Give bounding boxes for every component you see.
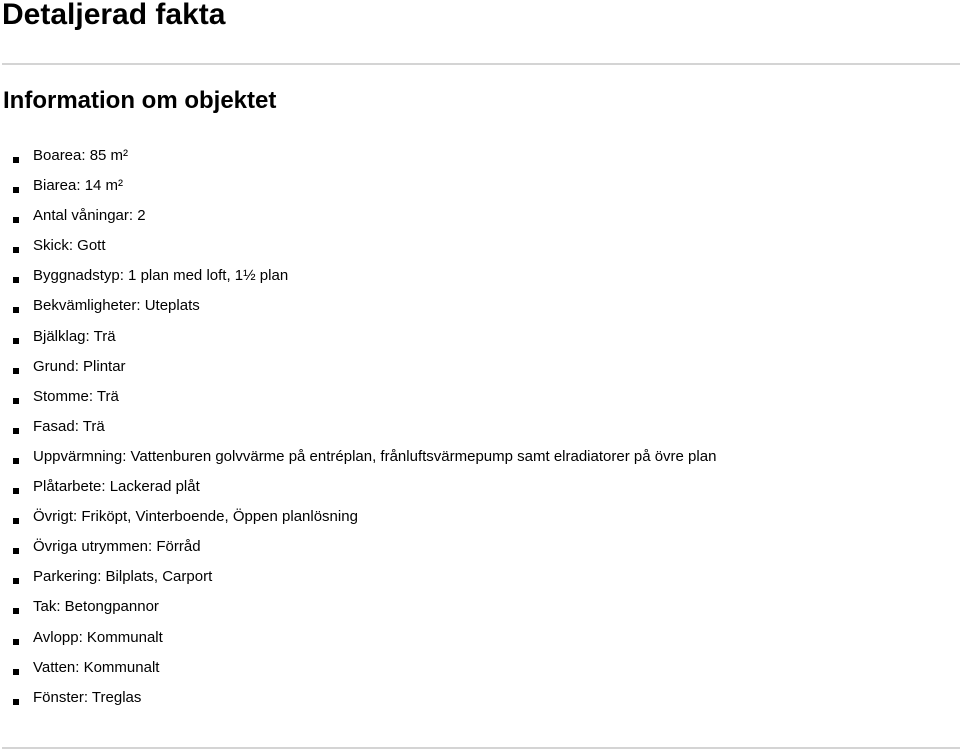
section-title: Information om objektet — [3, 87, 277, 114]
bottom-divider — [2, 747, 960, 749]
fact-text: Parkering: Bilplats, Carport — [33, 568, 213, 586]
fact-text: Övriga utrymmen: Förråd — [33, 538, 201, 556]
fact-item — [0, 231, 716, 261]
fact-item — [0, 322, 716, 352]
fact-item — [0, 261, 716, 291]
fact-item — [0, 592, 716, 622]
fact-text: Övrigt: Friköpt, Vinterboende, Öppen planlösning — [33, 508, 358, 526]
square-bullet-icon — [13, 217, 19, 223]
fact-text: Skick: Gott — [33, 237, 106, 255]
page-title: Detaljerad fakta — [2, 0, 226, 31]
fact-item — [0, 683, 716, 713]
fact-text: Boarea: 85 m² — [33, 147, 129, 164]
fact-text: Tak: Betongpannor — [33, 598, 159, 616]
fact-text: Bjälklag: Trä — [33, 327, 116, 345]
square-bullet-icon — [13, 518, 19, 524]
fact-item — [0, 141, 716, 171]
fact-item — [0, 382, 716, 412]
fact-text: Byggnadstyp: 1 plan med loft, 1½ plan — [33, 267, 289, 285]
square-bullet-icon — [13, 277, 19, 283]
square-bullet-icon — [13, 639, 19, 645]
square-bullet-icon — [13, 338, 19, 344]
fact-text: Avlopp: Kommunalt — [33, 628, 163, 646]
square-bullet-icon — [13, 458, 19, 464]
square-bullet-icon — [13, 699, 19, 705]
fact-text: Antal våningar: 2 — [33, 207, 146, 225]
fact-text: Fönster: Treglas — [33, 688, 142, 706]
fact-item — [0, 171, 716, 201]
square-bullet-icon — [13, 307, 19, 313]
fact-text: Uppvärmning: Vattenburen golvvärme på entréplan, frånluftsvärmepump samt elradiatorer på övre plan — [33, 447, 717, 465]
fact-item — [0, 562, 716, 592]
square-bullet-icon — [13, 428, 19, 434]
fact-text: Biarea: 14 m² — [33, 177, 124, 195]
fact-item — [0, 623, 716, 653]
fact-item — [0, 291, 716, 321]
fact-text: Fasad: Trä — [33, 417, 105, 435]
fact-text: Plåtarbete: Lackerad plåt — [33, 478, 200, 496]
fact-text: Stomme: Trä — [33, 387, 119, 405]
fact-item — [0, 352, 716, 382]
fact-item — [0, 442, 716, 472]
fact-item — [0, 532, 716, 562]
square-bullet-icon — [13, 548, 19, 554]
square-bullet-icon — [13, 669, 19, 675]
square-bullet-icon — [13, 608, 19, 614]
square-bullet-icon — [13, 368, 19, 374]
square-bullet-icon — [13, 247, 19, 253]
square-bullet-icon — [13, 157, 19, 163]
fact-item — [0, 472, 716, 502]
fact-item — [0, 502, 716, 532]
fact-item — [0, 412, 716, 442]
fact-item — [0, 653, 716, 683]
fact-item — [0, 201, 716, 231]
fact-text: Bekvämligheter: Uteplats — [33, 297, 200, 315]
square-bullet-icon — [13, 398, 19, 404]
fact-text: Grund: Plintar — [33, 357, 126, 375]
top-divider — [2, 63, 960, 65]
square-bullet-icon — [13, 578, 19, 584]
square-bullet-icon — [13, 187, 19, 193]
square-bullet-icon — [13, 488, 19, 494]
facts-list — [0, 141, 716, 713]
fact-text: Vatten: Kommunalt — [33, 658, 160, 676]
